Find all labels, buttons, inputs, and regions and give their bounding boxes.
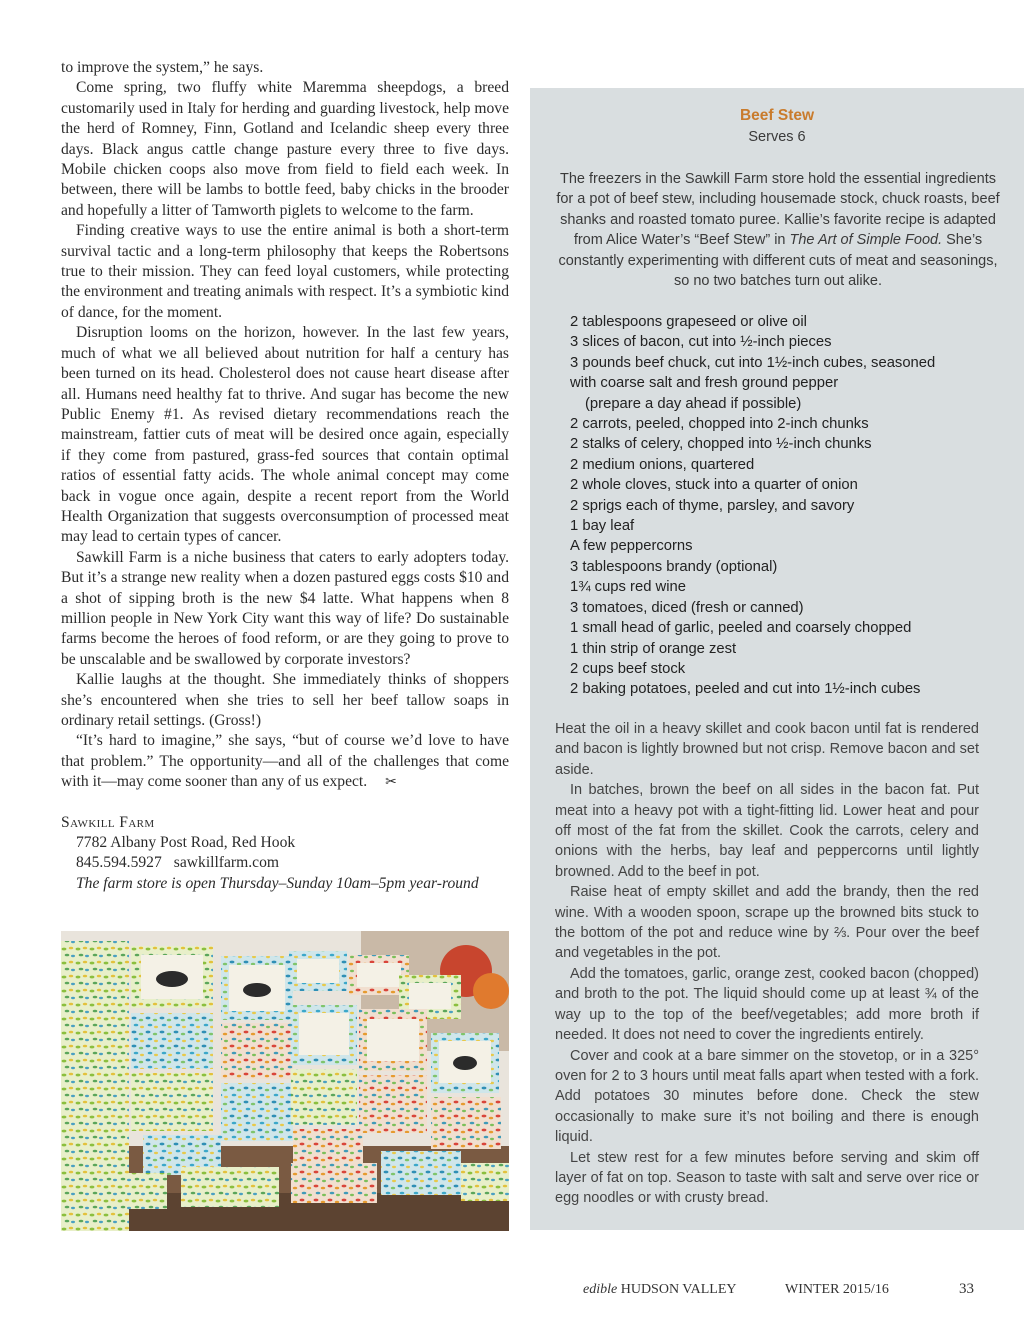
ingredient-item: 1¾ cups red wine (570, 579, 686, 596)
recipe-serves: Serves 6 (748, 129, 806, 145)
recipe-intro (552, 169, 1004, 291)
recipe-intro-text-end: She’s constantly experimenting with different cuts of meat and seasonings, so no two batches turn out alike. (558, 232, 998, 290)
recipe-step: Let stew rest for a few minutes before serving and skim off layer of fat on top. Season to taste with salt and serve over rice or egg noodles or with crusty bread. (555, 1149, 979, 1207)
farm-phone: 845.594.5927 (76, 854, 162, 872)
ingredient-item: 3 slices of bacon, cut into ½-inch pieces (570, 334, 832, 351)
farm-website-link[interactable]: sawkillfarm.com (173, 854, 279, 872)
article-paragraph: Kallie laughs at the thought. She immediately thinks of shoppers she’s encountered when she tries to sell her beef tallow soaps in ordinary retail settings. (Gross!) (61, 671, 509, 729)
farm-contact (61, 853, 509, 873)
article-paragraph: Disruption looms on the horizon, however. In the last few years, much of what we all believed about nutrition for half a century has been turned on its head. Cholesterol does not cause heart disease after all. Humans need healthy fat to thrive. And sugar has become the new Public Enemy #1. As revised dietary recommendations reach the mainstream, fattier cuts of meat will be desired once again, especially if they come from pastured, grass-fed sources that contain optimal ratios of essential fatty acids. The whole animal concept may come back in vogue once again, despite a recent report from the World Health Organization that suggests overconsumption of processed meat may lead to certain types of cancer. (61, 324, 509, 546)
ingredient-item: 2 sprigs each of thyme, parsley, and savory (570, 497, 855, 514)
ingredient-item: 2 stalks of celery, chopped into ½-inch chunks (570, 436, 872, 453)
ingredient-item: with coarse salt and fresh ground pepper (570, 375, 839, 392)
recipe-step: Cover and cook at a bare simmer on the stovetop, or in a 325° oven for 2 to 3 hours until meat falls apart when tested with a fork. Add potatoes 30 minutes before done. Check the stew occasionally to make sure it’s not boiling and there is enough liquid. (555, 1047, 979, 1146)
ingredient-item: 3 tablespoons brandy (optional) (570, 558, 778, 575)
recipe-step: In batches, brown the beef on all sides in the bacon fat. Put meat into a heavy pot with a tight-fitting lid. Lower heat and pour off most of the fat from the skillet. Cook the carrots, celery and onions with the herbs, bay leaf and peppercorns until lightly browned. Add to the beef in pot. (555, 782, 979, 880)
farm-hours: The farm store is open Thursday–Sunday 10am–5pm year-round (76, 874, 479, 892)
recipe-title: Beef Stew (739, 107, 815, 124)
farm-address: 7782 Albany Post Road, Red Hook (76, 834, 296, 852)
farm-info (61, 813, 509, 895)
ingredient-item: 2 medium onions, quartered (570, 456, 755, 473)
publication-italic: edible (583, 1282, 618, 1297)
farm-name: Sawkill Farm (61, 813, 155, 831)
recipe-book-title: The Art of Simple Food. (789, 232, 943, 249)
recipe-step: Add the tomatoes, garlic, orange zest, cooked bacon (chopped) and broth to the pot. The liquid should come up at least ¾ of the way up to the top of the beef/vegetables; add more broth if needed. It does not need to cover the ingredients entirely. (555, 965, 979, 1044)
issue-season: WINTER 2015/16 (785, 1282, 889, 1297)
ingredient-list (570, 312, 1010, 700)
ingredient-item: 2 carrots, peeled, chopped into 2-inch chunks (570, 416, 869, 433)
ingredient-item: 2 cups beef stock (570, 660, 686, 677)
ingredient-item: A few peppercorns (570, 538, 693, 555)
recipe-intro-text: The freezers in the Sawkill Farm store hold the essential ingredients for a pot of beef stew, including housemade stock, chuck roasts, beef shanks and roasted tomato puree. Kallie’s favorite recipe is adapted from Alice Water’s “Beef Stew” in (556, 171, 1000, 249)
article-paragraph: Sawkill Farm is a niche business that caters to early adopters today. But it’s a strange new reality when a dozen pastured eggs costs $10 and a shot of sipping broth is the new $4 latte. What happens when 8 million people in New York City want this way of life? Do sustainable farms become the heroes of food reform, or are they going to prove to be unscalable and be swallowed by corporate investors? (61, 548, 509, 668)
article-paragraph: Come spring, two fluffy white Maremma sheepdogs, a breed customarily used in Italy for herding and guarding livestock, help move the herd of Romney, Finn, Gotland and Icelandic sheep every three days. Black angus cattle change pasture every three to five days. Mobile chicken coops also move from field to field each week. In between, there will be lambs to bottle feed, baby chicks in the brooder and hopefully a litter of Tamworth piglets to welcome to the farm. (61, 79, 509, 219)
article-column (61, 58, 509, 894)
ingredient-item: 2 whole cloves, stuck into a quarter of onion (570, 477, 858, 494)
ingredient-item: 1 bay leaf (570, 518, 635, 535)
publication-name (583, 1282, 737, 1297)
recipe-instructions (555, 719, 979, 1209)
ingredient-item: 1 thin strip of orange zest (570, 640, 737, 657)
page-footer (583, 1282, 889, 1298)
article-paragraph: to improve the system,” he says. (61, 59, 264, 76)
recipe-box (530, 88, 1024, 1230)
scissors-icon: ✂ (385, 774, 397, 791)
ingredient-item: 1 small head of garlic, peeled and coarsely chopped (570, 620, 912, 637)
ingredient-item: 2 baking potatoes, peeled and cut into 1½-inch cubes (570, 681, 921, 698)
soap-display-photo (61, 931, 509, 1231)
article-paragraph-last (61, 731, 509, 792)
ingredient-note: (prepare a day ahead if possible) (585, 395, 802, 412)
ingredient-item: 3 tomatoes, diced (fresh or canned) (570, 599, 804, 616)
ingredient-item: 3 pounds beef chuck, cut into 1½-inch cubes, seasoned (570, 354, 936, 371)
recipe-step: Raise heat of empty skillet and add the brandy, then the red wine. With a wooden spoon, scrape up the browned bits stuck to the bottom of the pot and reduce wine by ⅔. Pour over the beef and vegetables in the pot. (555, 884, 979, 962)
publication-rest: HUDSON VALLEY (617, 1282, 737, 1297)
article-paragraph: Finding creative ways to use the entire animal is both a short-term survival tactic and a long-term philosophy that keeps the Robertsons true to their mission. They can feed loyal customers, while protecting the environment and treating animals with respect. It’s a symbiotic kind of dance, for the moment. (61, 222, 509, 321)
article-last-text: “It’s hard to imagine,” she says, “but of course we’d love to have that problem.” The opportunity—and all of the challenges that come with it—may come sooner than any of us expect. (61, 732, 509, 791)
page-number: 33 (959, 1281, 974, 1297)
ingredient-item: 2 tablespoons grapeseed or olive oil (570, 314, 807, 330)
recipe-step: Heat the oil in a heavy skillet and cook bacon until fat is rendered and bacon is lightly browned but not crisp. Remove bacon and set aside. (555, 721, 979, 778)
